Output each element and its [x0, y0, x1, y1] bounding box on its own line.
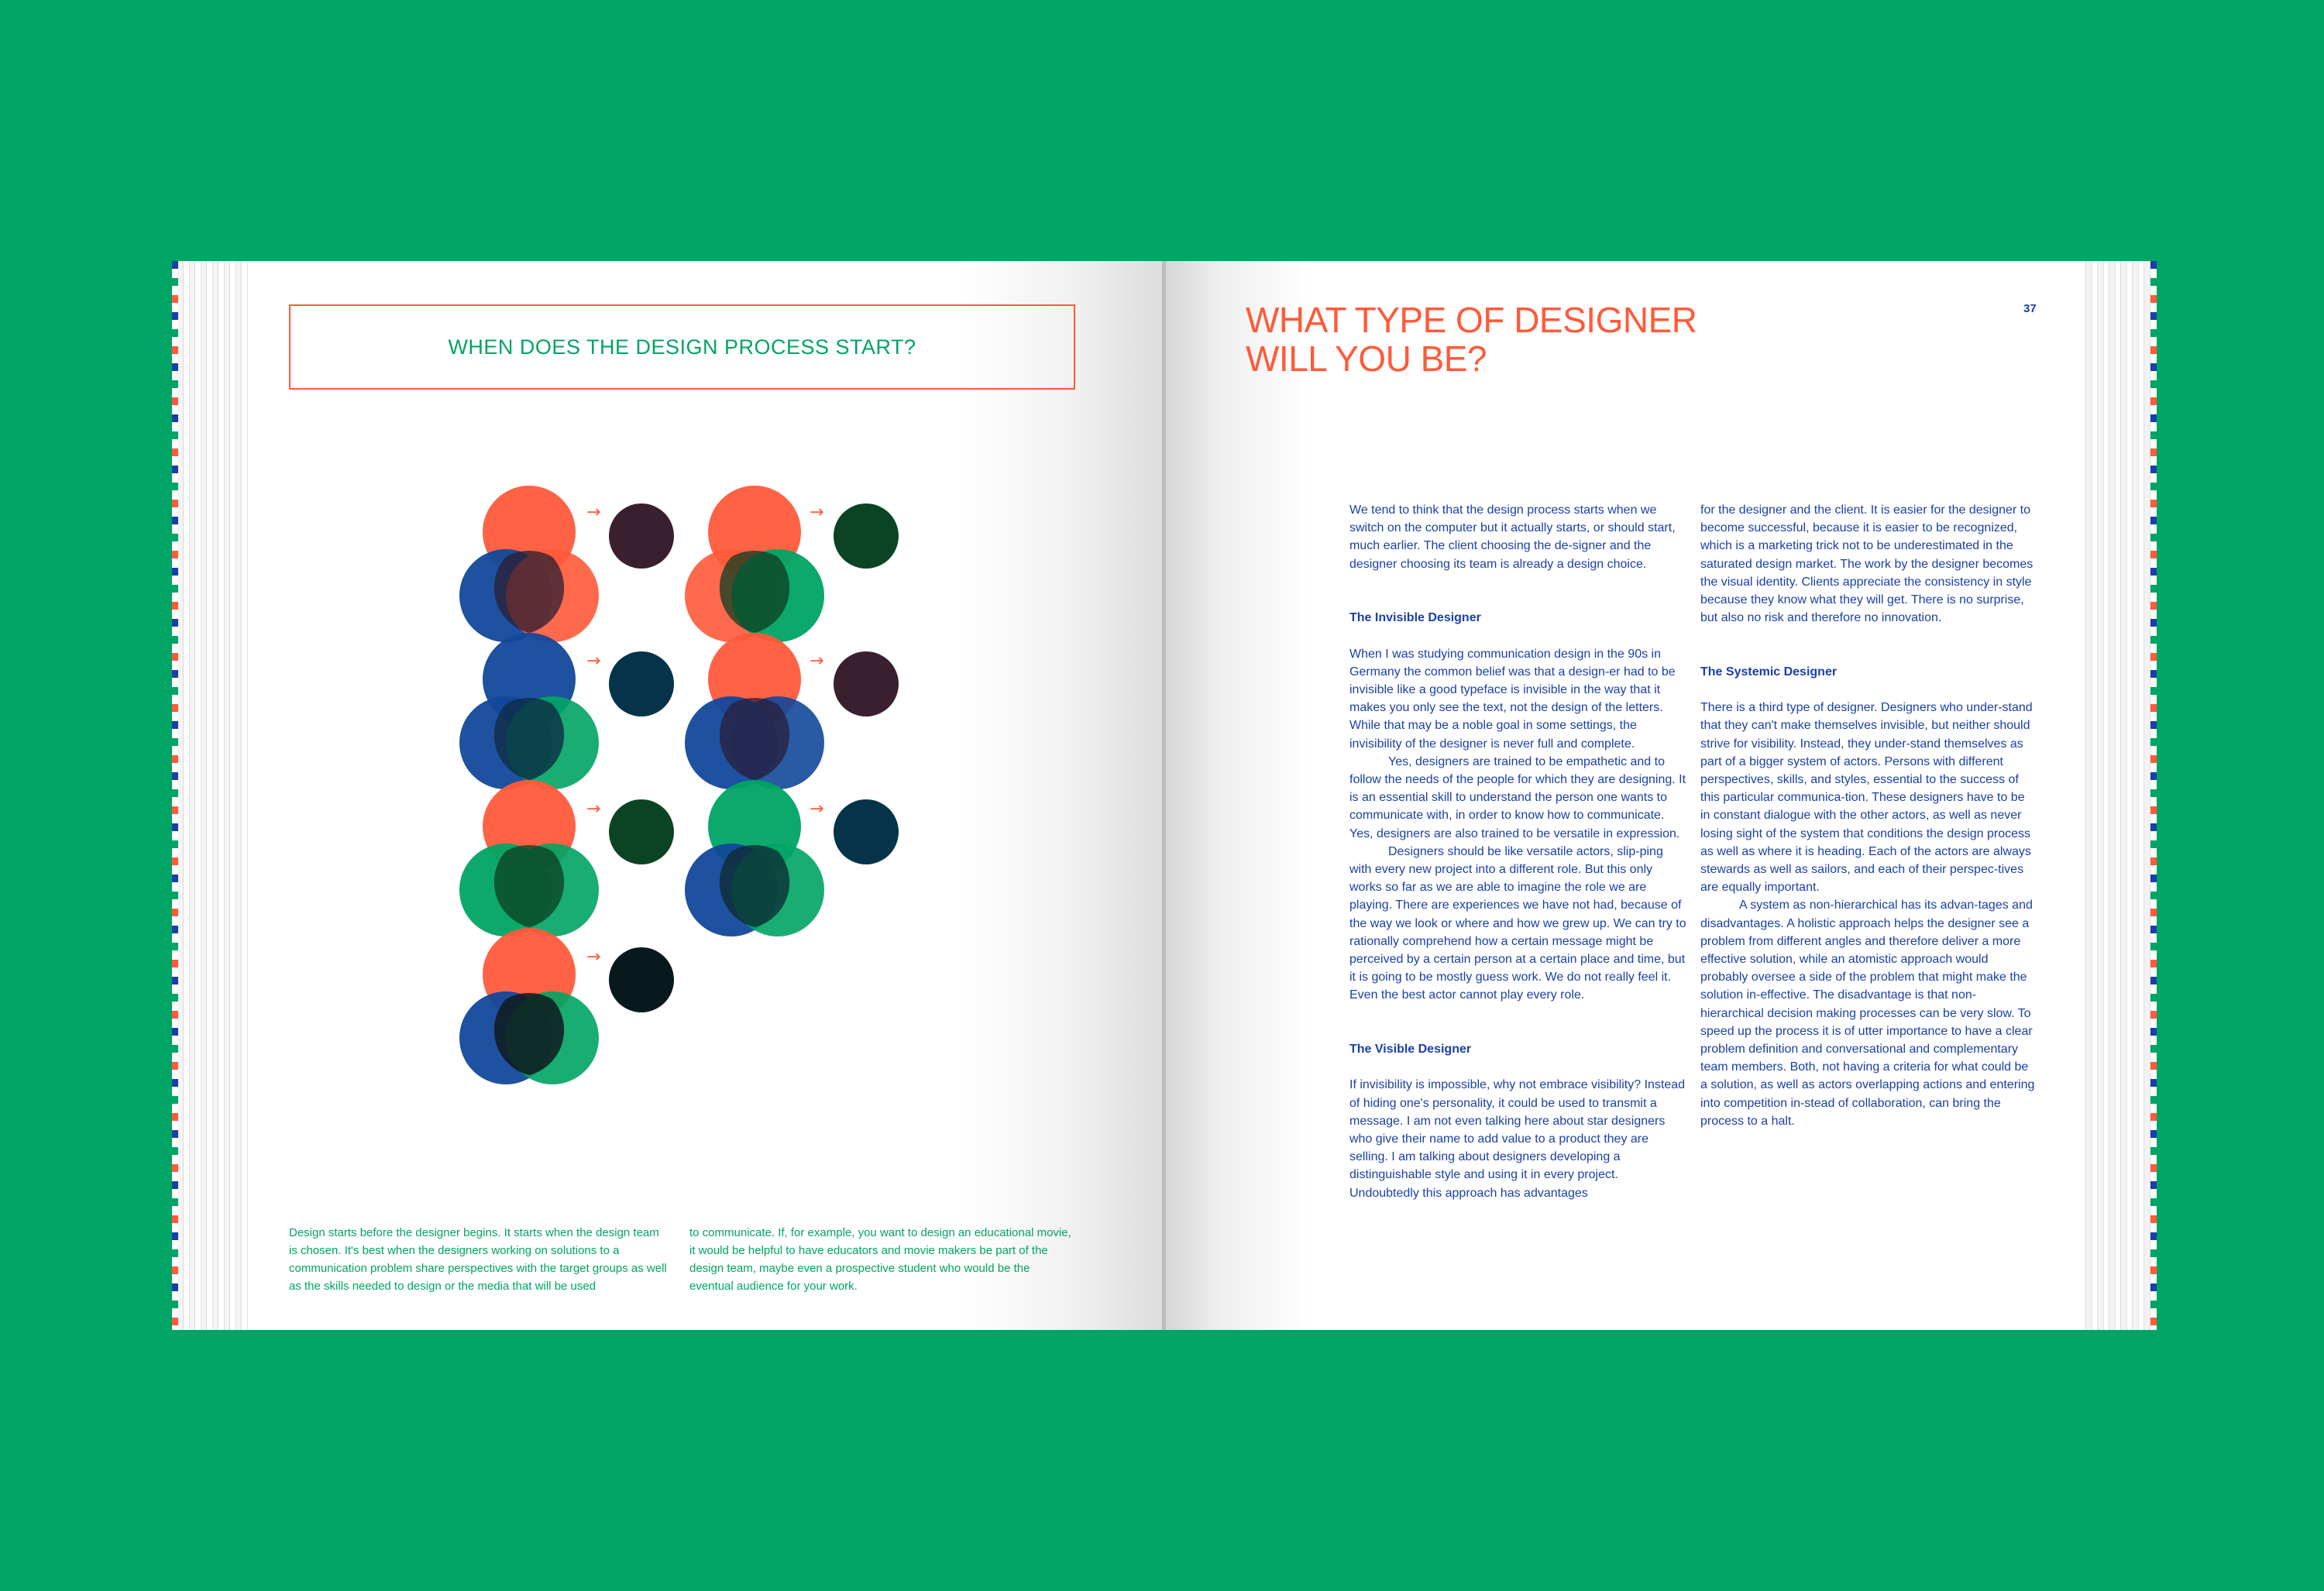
page-number: 37 [2023, 302, 2037, 315]
caption-column-2: to communicate. If, for example, you want to design an educational movie, it would be helpful to have educators and movie makers be part of the design team, maybe even a prospective student who would be the eventual audience for your work. [689, 1226, 1071, 1293]
invisible-paragraph-3: Designers should be like versatile actors, slip-ping with every new project into a different role. But this only works so far as we are able to imagine the role we are playing. There are experiences we have not had, because of the way we look or where and how we grew up. We can try to rationally comprehend how a certain message might be perceived by a certain person at a certain place and time, but it is going to be mostly guess work. We do not really feel it. Even the best actor cannot play every role. [1349, 844, 1686, 1002]
arrow-glyph-7: → [586, 947, 601, 967]
spread-title-line-2: WILL YOU BE? [1246, 338, 1487, 379]
visible-paragraph-1: If invisibility is impossible, why not embrace visibility? Instead of hiding one's personality, it could be used to transmit a message. I am not even talking here about star designers who give their name to add value to a product they are selling. I am talking about designers developing a distinguishable style and using it in every project. Undoubtedly this approach has advantages [1349, 1078, 1686, 1200]
heading-systemic-designer: The Systemic Designer [1700, 665, 1838, 679]
invisible-paragraph-2: Yes, designers are trained to be empathetic and to follow the needs of the people for which they are designing. It is an essential skill to understand the person one wants to communicate with, in order to know how to communicate. Yes, designers are also trained to be versatile in expression. [1349, 754, 1686, 840]
arrow-glyph-3: → [586, 651, 601, 671]
arrow-glyph-2: → [810, 503, 824, 522]
result-circle-1 [609, 503, 674, 569]
intro-paragraph: We tend to think that the design process starts when we switch on the computer but it actually starts, or should start, much earlier. The client choosing the de-signer and the designer choosing its team is already a design choice. [1349, 503, 1676, 571]
venn-group-1 [459, 486, 599, 642]
question-text: WHEN DOES THE DESIGN PROCESS START? [448, 335, 916, 359]
spread-title [1246, 301, 1788, 378]
visible-paragraph-2: for the designer and the client. It is easier for the designer to become successful, because it is easier to be recognized, which is a marketing trick not to be underestimated in the saturated design market. The work by the designer becomes the visual identity. Clients appreciate the consistency in style because they know what they will get. There is no surprise, but also no risk and therefore no innovation. [1700, 503, 2033, 625]
venn-group-4 [685, 633, 824, 789]
result-circle-4 [834, 651, 899, 716]
arrow-glyph-5: → [586, 799, 601, 819]
systemic-paragraph-1: There is a third type of designer. Designers who under-stand that they can't make themselves invisible, but neither should strive for visibility. Instead, they under-stand themselves as part of a bigger system of actors. Persons with different perspectives, skills, and styles, essential to the success of this particular communica-tion. These designers have to be in constant dialogue with the other actors, as well as never losing sight of the system that conditions the design process as well as where it is heading. Each of the actors are always stewards as well as sailors, and each of their perspec-tives are equally important. [1700, 701, 2033, 895]
result-circle-3 [609, 651, 674, 716]
heading-visible-designer: The Visible Designer [1349, 1043, 1472, 1057]
venn-group-3 [459, 633, 599, 789]
caption-column-1: Design starts before the designer begins. It starts when the design team is chosen. It's best when the designers working on solutions to a communication problem share perspectives with the target groups as well as the skills needed to design or the media that will be used [289, 1226, 667, 1293]
arrow-glyph-4: → [810, 651, 824, 671]
result-circle-7 [609, 947, 674, 1012]
heading-invisible-designer: The Invisible Designer [1349, 611, 1481, 625]
arrow-glyph-1: → [586, 503, 601, 522]
venn-group-7 [459, 928, 599, 1084]
text-column-1 [1349, 501, 1686, 1202]
spread-title-line-1: WHAT TYPE OF DESIGNER [1246, 300, 1697, 340]
result-circle-2 [834, 503, 899, 569]
text-column-2 [1700, 501, 2037, 1130]
arrow-glyph-6: → [810, 799, 824, 819]
venn-group-6 [685, 780, 824, 936]
systemic-paragraph-2: A system as non-hierarchical has its advan-tages and disadvantages. A holistic approach helps the designer see a problem from different angles and therefore deliver a more effective solution, while an atomistic approach would probably oversee a side of the problem that might make the solution in-effective. The disadvantage is that non-hierarchical decision making processes can be very slow. To speed up the process it is of utter importance to have a clear problem definition and conversational and complementary team members. Both, not having a criteria for what could be a solution, as well as actors overlapping actions and entering into competition in-stead of collaboration, can bring the process to a halt. [1700, 899, 2035, 1128]
venn-group-2 [685, 486, 824, 642]
result-circle-5 [609, 799, 674, 864]
venn-group-5 [459, 780, 599, 936]
invisible-paragraph-1: When I was studying communication design in the 90s in Germany the common belief was that a design-er had to be invisible like a good typeface is invisible in the way that it makes you only see the text, not the design of the letters. While that may be a noble goal in some settings, the invisibility of the designer is never full and complete. [1349, 647, 1676, 751]
result-circle-6 [834, 799, 899, 864]
